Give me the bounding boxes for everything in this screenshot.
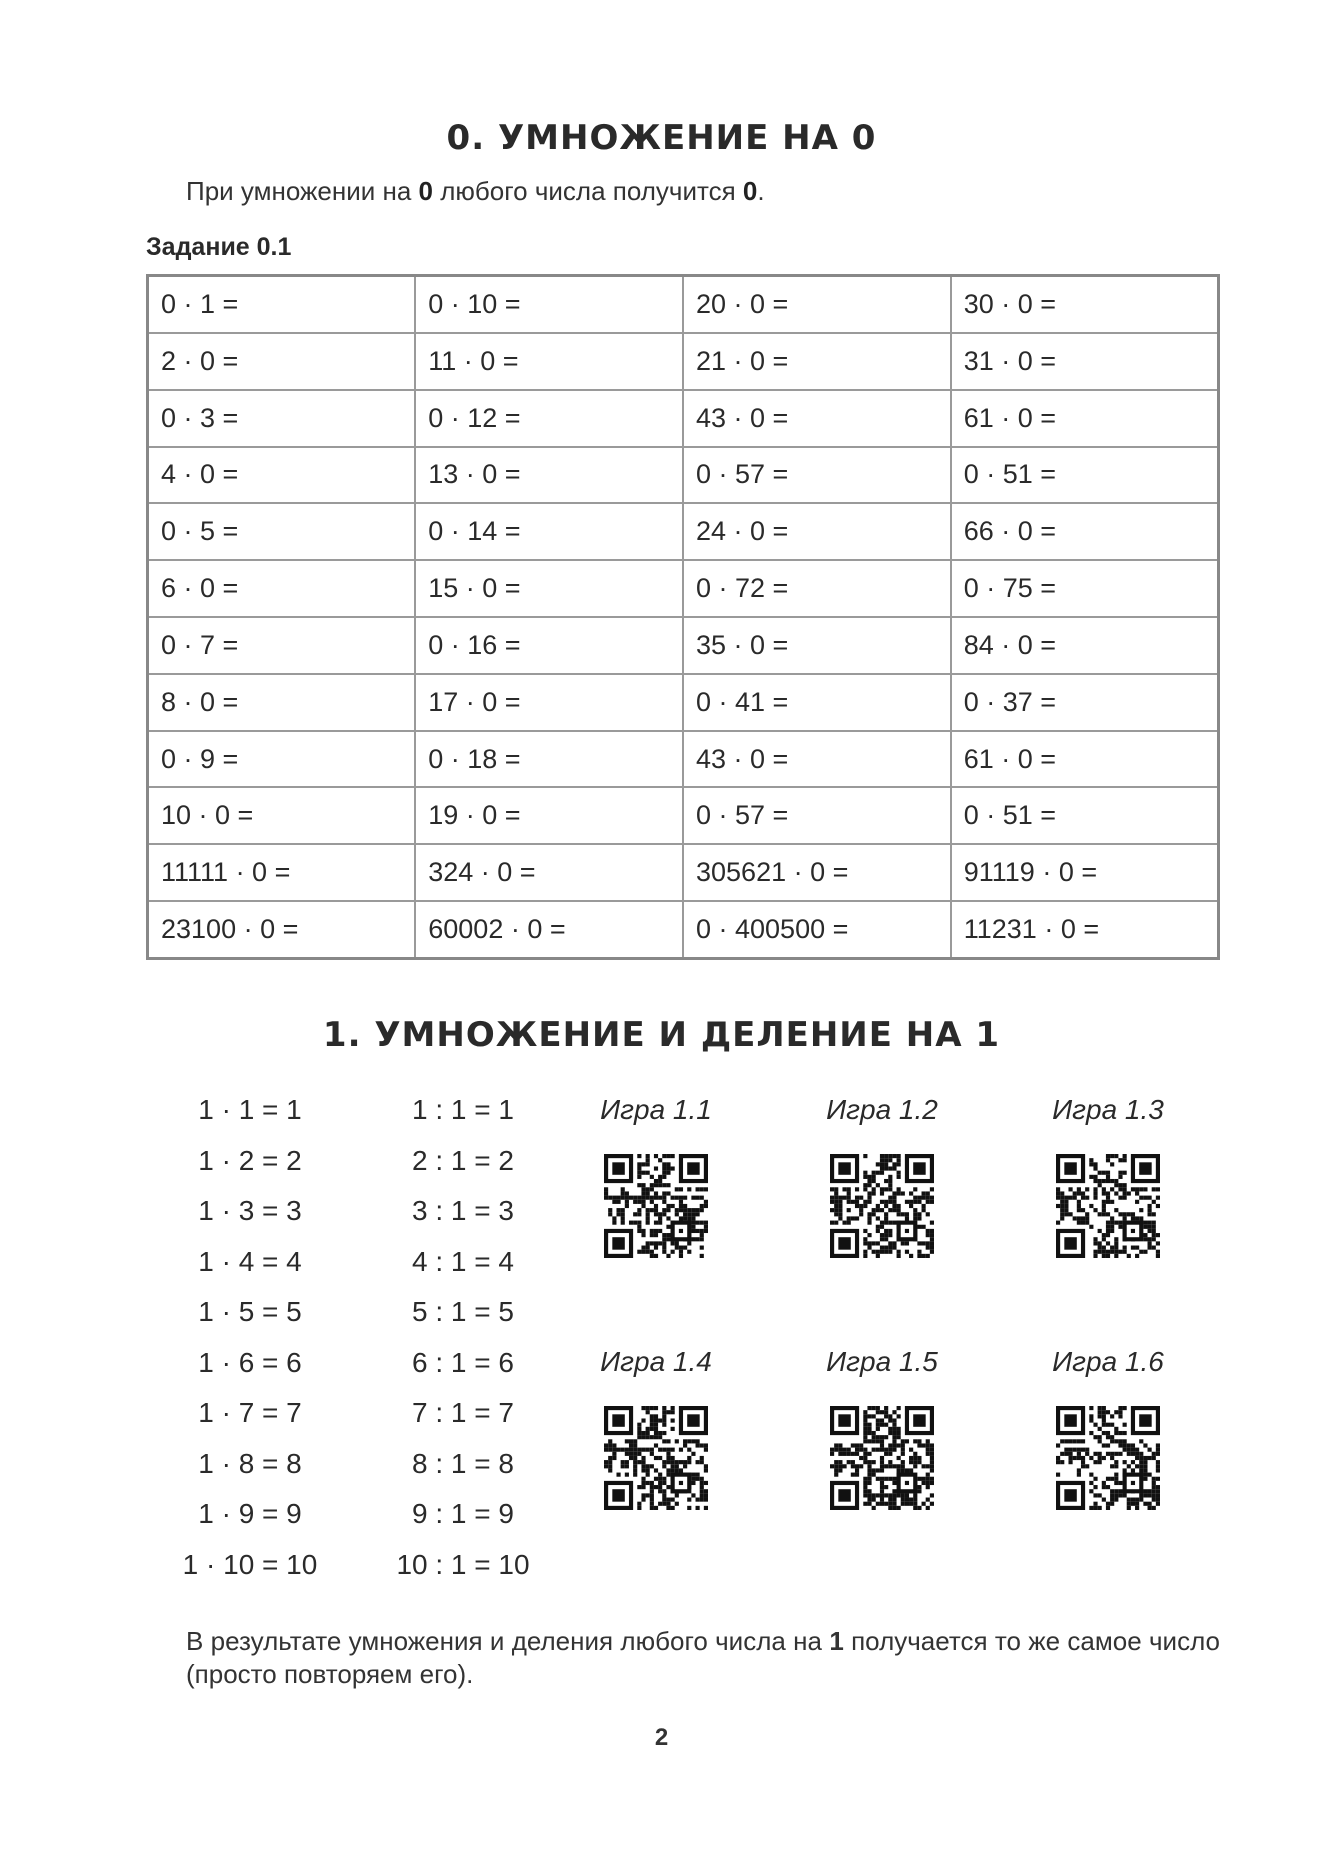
game-2[interactable] [792,1090,972,1258]
table-row [148,731,1219,788]
table-cell: 21 · 0 = [683,333,951,390]
section-0-title: 0. УМНОЖЕНИЕ НА 0 [446,118,877,158]
page-number: 2 [654,1724,669,1751]
table-cell: 24 · 0 = [683,503,951,560]
division-item: 1 : 1 = 1 [412,1094,514,1125]
multiplication-item: 1 · 4 = 4 [198,1245,302,1277]
division-item: 9 : 1 = 9 [412,1498,514,1529]
game-label: Игра 1.1 [600,1094,712,1125]
table-cell: 0 · 37 = [951,674,1219,731]
table-cell: 43 · 0 = [683,731,951,788]
table-cell: 0 · 3 = [148,390,416,447]
table-cell: 30 · 0 = [951,276,1219,333]
table-cell: 6 · 0 = [148,560,416,617]
table-row [148,617,1219,674]
multiplication-item: 1 · 9 = 9 [198,1498,302,1529]
table-row [148,674,1219,731]
table-cell: 0 · 9 = [148,731,416,788]
qr-code-icon[interactable] [830,1406,934,1510]
table-cell: 61 · 0 = [951,731,1219,788]
table-cell: 0 · 51 = [951,447,1219,504]
table-cell: 11 · 0 = [415,333,683,390]
table-cell: 19 · 0 = [415,787,683,844]
table-cell: 0 · 1 = [148,276,416,333]
multiplication-item: 1 · 8 = 8 [198,1447,302,1479]
table-cell: 43 · 0 = [683,390,951,447]
table-cell: 84 · 0 = [951,617,1219,674]
multiplication-item: 1 · 1 = 1 [198,1094,302,1125]
qr-code-icon[interactable] [604,1406,708,1510]
table-row [148,503,1219,560]
table-cell: 305621 · 0 = [683,844,951,901]
exercise-table [146,274,1220,960]
division-item: 2 : 1 = 2 [412,1144,514,1176]
table-row [148,901,1219,958]
table-cell: 0 · 41 = [683,674,951,731]
table-cell: 66 · 0 = [951,503,1219,560]
table-cell: 11231 · 0 = [951,901,1219,958]
table-cell: 0 · 57 = [683,787,951,844]
qr-code-icon[interactable] [1056,1406,1160,1510]
table-cell: 10 · 0 = [148,787,416,844]
table-row [148,390,1219,447]
table-cell: 0 · 72 = [683,560,951,617]
game-3[interactable] [1018,1090,1198,1258]
table-cell: 8 · 0 = [148,674,416,731]
multiplication-item: 1 · 10 = 10 [182,1548,318,1580]
section-1-title: 1. УМНОЖЕНИЕ И ДЕЛЕНИЕ НА 1 [322,1015,1001,1055]
table-cell: 0 · 14 = [415,503,683,560]
task-label: Задание 0.1 [146,233,292,261]
division-item: 7 : 1 = 7 [412,1397,514,1428]
table-row [148,447,1219,504]
multiplication-item: 1 · 5 = 5 [198,1296,302,1327]
table-cell: 0 · 18 = [415,731,683,788]
game-label: Игра 1.3 [1052,1094,1164,1125]
section-1-outro: В результате умножения и деления любого числа на 1 получается то же самое число (просто повторяем его). [186,1626,1220,1689]
table-cell: 0 · 7 = [148,617,416,674]
table-row [148,276,1219,333]
table-cell: 324 · 0 = [415,844,683,901]
division-item: 6 : 1 = 6 [412,1346,514,1378]
game-6[interactable] [1018,1342,1198,1510]
table-cell: 2 · 0 = [148,333,416,390]
game-label: Игра 1.5 [826,1346,938,1377]
table-cell: 23100 · 0 = [148,901,416,958]
table-cell: 61 · 0 = [951,390,1219,447]
game-label: Игра 1.2 [826,1094,938,1125]
table-cell: 0 · 10 = [415,276,683,333]
table-cell: 13 · 0 = [415,447,683,504]
table-cell: 91119 · 0 = [951,844,1219,901]
multiplication-item: 1 · 2 = 2 [198,1144,302,1176]
table-row [148,333,1219,390]
table-cell: 0 · 12 = [415,390,683,447]
multiplication-item: 1 · 6 = 6 [198,1346,302,1378]
multiplication-item: 1 · 7 = 7 [198,1397,302,1428]
game-4[interactable] [566,1342,746,1510]
multiplication-item: 1 · 3 = 3 [198,1195,302,1226]
table-cell: 0 · 75 = [951,560,1219,617]
table-cell: 0 · 5 = [148,503,416,560]
multiplication-list [155,1085,345,1590]
table-row [148,844,1219,901]
table-cell: 15 · 0 = [415,560,683,617]
table-row [148,787,1219,844]
table-cell: 17 · 0 = [415,674,683,731]
table-cell: 35 · 0 = [683,617,951,674]
table-cell: 20 · 0 = [683,276,951,333]
section-0-intro: При умножении на 0 любого числа получится 0. [186,176,765,206]
division-item: 3 : 1 = 3 [412,1195,514,1226]
game-1[interactable] [566,1090,746,1258]
game-label: Игра 1.4 [600,1346,712,1377]
table-cell: 0 · 400500 = [683,901,951,958]
game-label: Игра 1.6 [1052,1346,1164,1377]
table-cell: 11111 · 0 = [148,844,416,901]
division-item: 10 : 1 = 10 [396,1548,530,1580]
qr-code-icon[interactable] [604,1154,708,1258]
table-cell: 4 · 0 = [148,447,416,504]
table-cell: 60002 · 0 = [415,901,683,958]
division-item: 4 : 1 = 4 [412,1245,514,1277]
division-item: 8 : 1 = 8 [412,1447,514,1479]
table-cell: 0 · 51 = [951,787,1219,844]
division-item: 5 : 1 = 5 [412,1296,514,1327]
table-cell: 0 · 16 = [415,617,683,674]
qr-code-icon[interactable] [1056,1154,1160,1258]
table-row [148,560,1219,617]
game-5[interactable] [792,1342,972,1510]
qr-code-icon[interactable] [830,1154,934,1258]
division-list [368,1085,558,1590]
table-cell: 31 · 0 = [951,333,1219,390]
table-cell: 0 · 57 = [683,447,951,504]
